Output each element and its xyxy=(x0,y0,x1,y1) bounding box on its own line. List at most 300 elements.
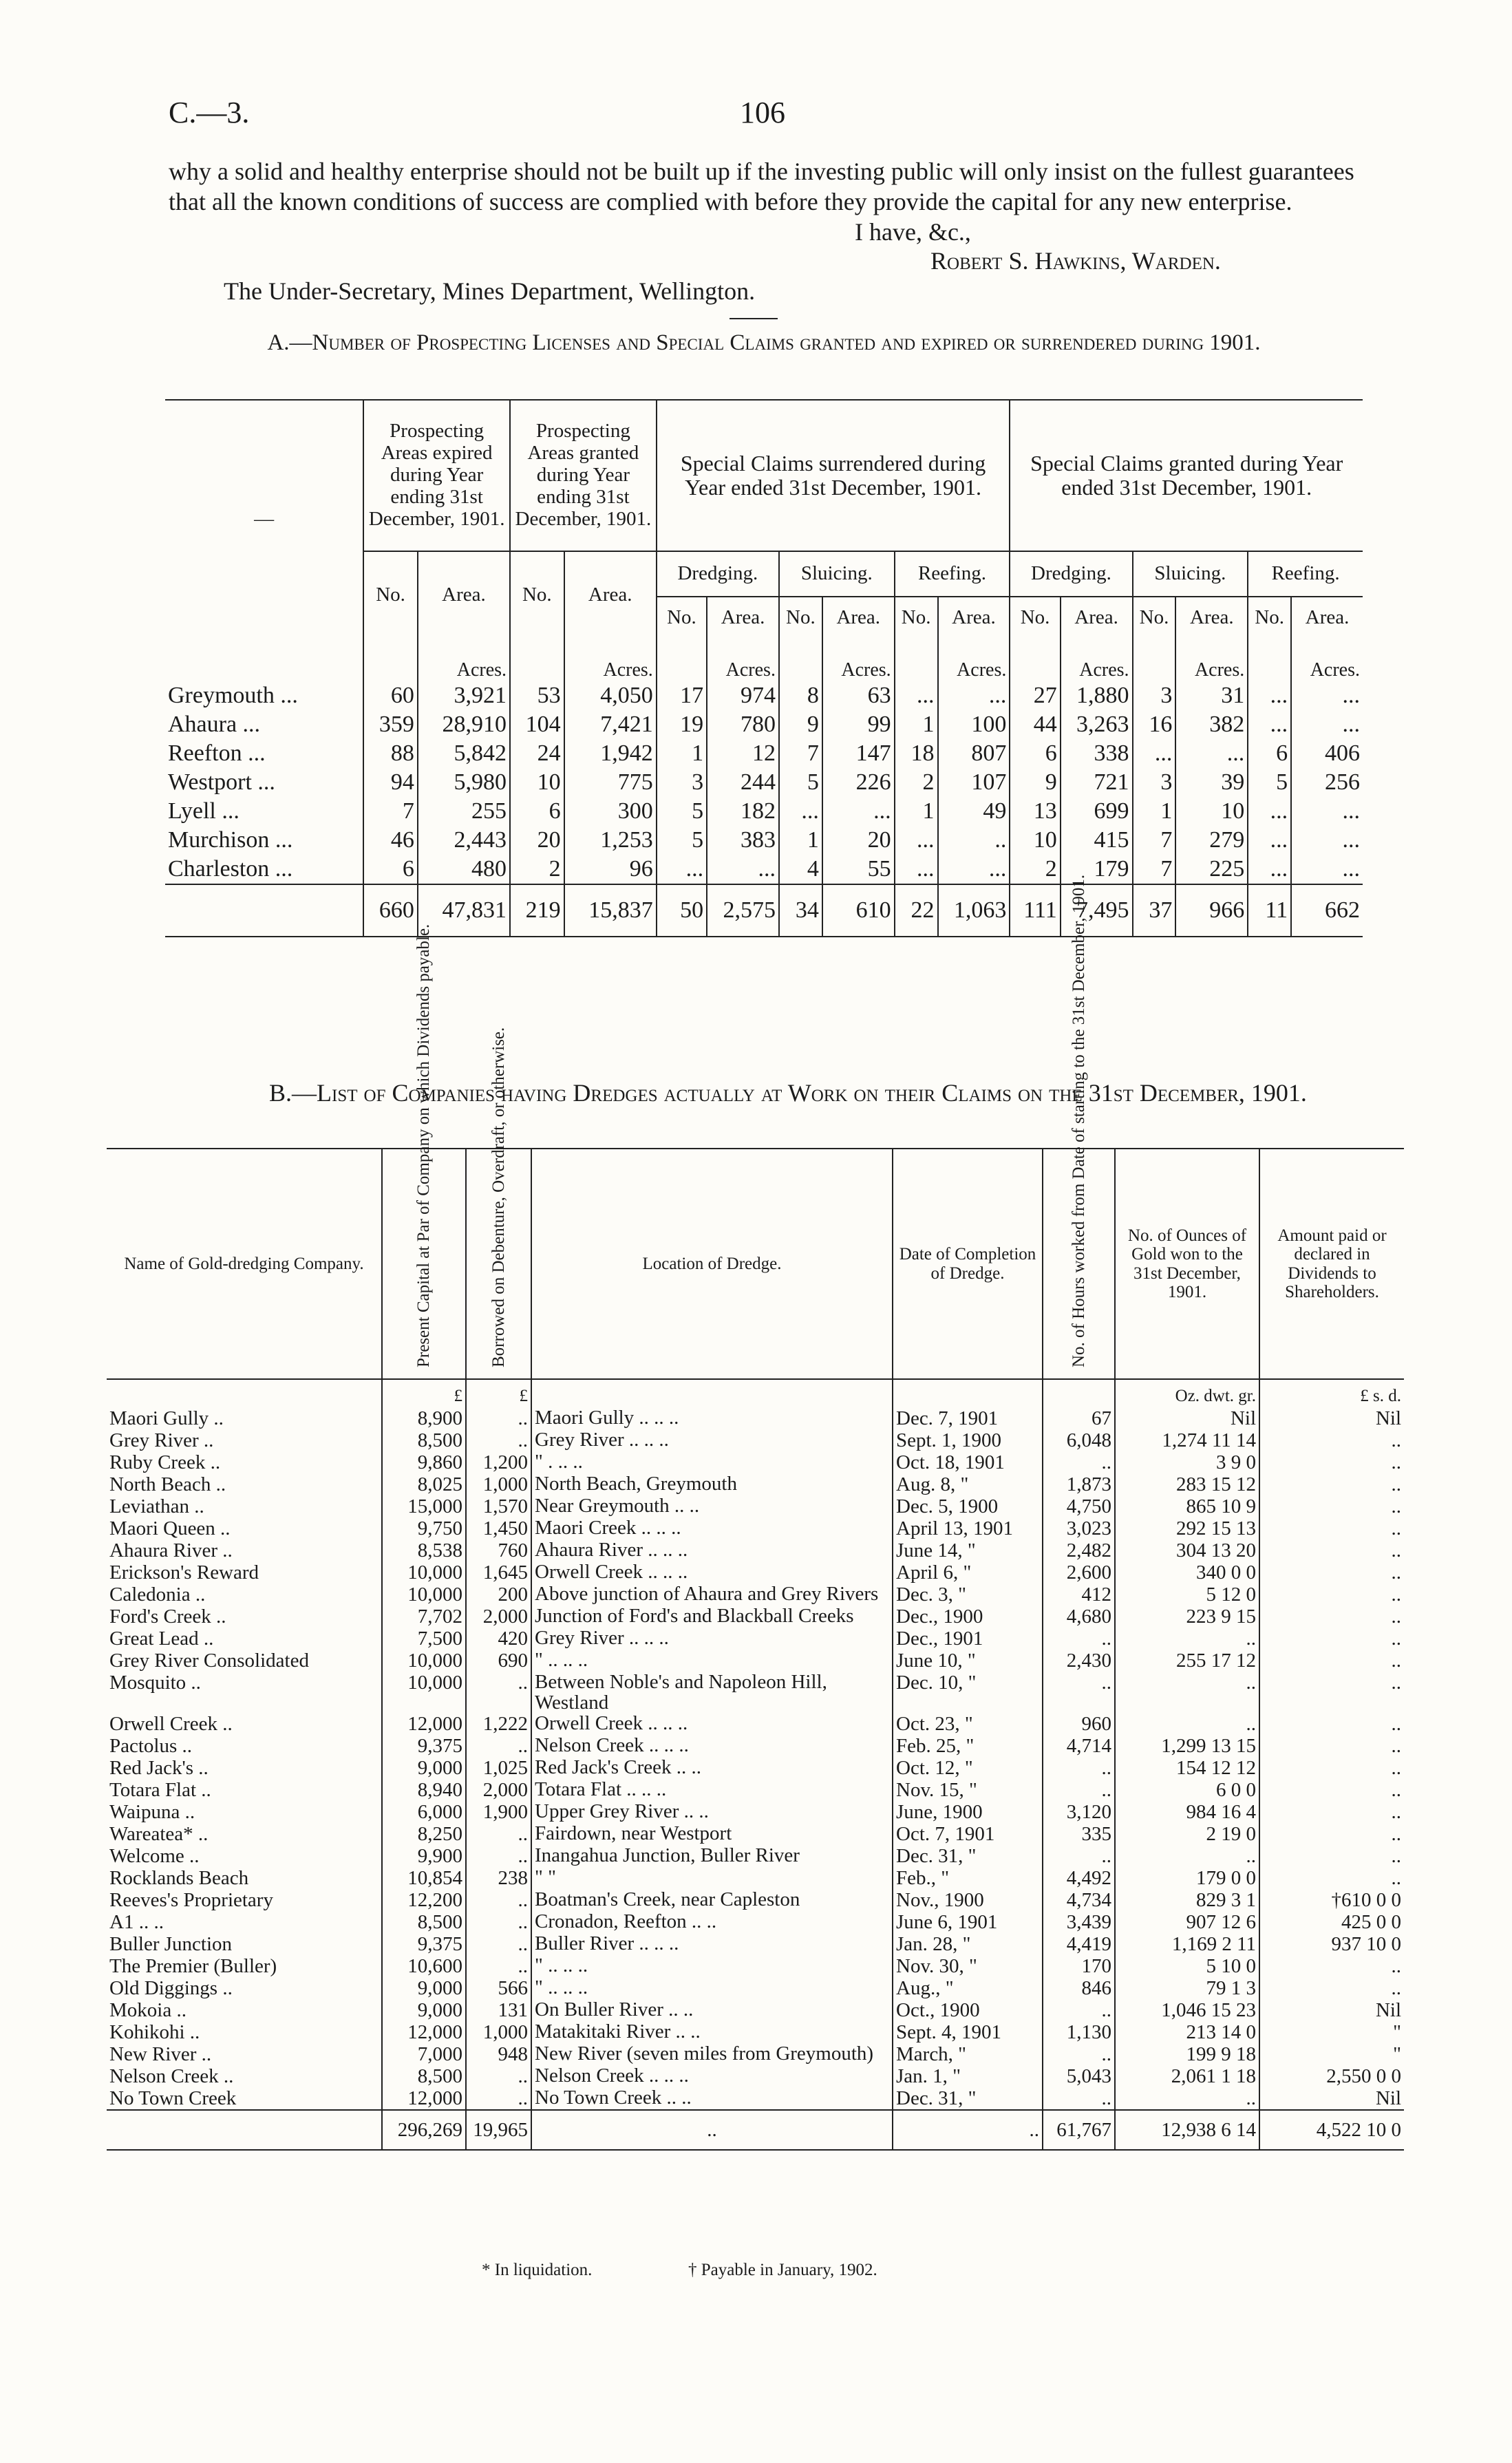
table-cell: 16 xyxy=(1133,710,1176,739)
borrowed-cell: 2,000 xyxy=(466,1779,531,1801)
table-cell: 20 xyxy=(510,826,564,855)
capital-cell: 12,000 xyxy=(382,2021,466,2043)
table-cell: 1 xyxy=(895,710,938,739)
col-no: No. xyxy=(1133,597,1176,639)
date-cell: Aug., " xyxy=(893,1977,1043,1999)
date-cell: Nov. 30, " xyxy=(893,1955,1043,1977)
table-row xyxy=(107,1779,1404,1801)
district-name: Ahaura ... xyxy=(168,712,261,737)
hours-cell: 4,680 xyxy=(1043,1606,1115,1628)
table-cell: 6 xyxy=(510,797,564,826)
table-cell: ... xyxy=(938,855,1010,884)
table-row xyxy=(107,1606,1404,1628)
location-cell: Boatman's Creek, near Capleston xyxy=(531,1889,893,1911)
letter-body: why a solid and healthy enterprise should not be built up if the investing public will only insist on the fullest guarantees that all the known conditions of success are complied with before they provide the capital for any new enterprise. xyxy=(169,158,1354,215)
hours-cell: 1,873 xyxy=(1043,1473,1115,1495)
ounces-cell: 865 10 9 xyxy=(1115,1495,1259,1517)
borrowed-cell: .. xyxy=(466,1889,531,1911)
ounces-cell: .. xyxy=(1115,1672,1259,1713)
date-cell: Feb., " xyxy=(893,1867,1043,1889)
table-cell: 6 xyxy=(1010,739,1060,768)
hours-cell: 3,023 xyxy=(1043,1517,1115,1539)
company-name: Ahaura River .. xyxy=(109,1539,233,1561)
table-cell: 5 xyxy=(779,768,822,797)
hours-cell: 4,419 xyxy=(1043,1933,1115,1955)
capital-cell: 12,200 xyxy=(382,1889,466,1911)
table-cell: 31 xyxy=(1175,681,1248,710)
dividends-cell: .. xyxy=(1259,1867,1404,1889)
borrowed-cell: 1,900 xyxy=(466,1801,531,1823)
dividends-cell: .. xyxy=(1259,1757,1404,1779)
borrowed-cell: .. xyxy=(466,2065,531,2087)
table-cell: 225 xyxy=(1175,855,1248,884)
location-cell: Nelson Creek .. .. .. xyxy=(531,2065,893,2087)
capital-cell: 8,500 xyxy=(382,1911,466,1933)
dividends-cell: .. xyxy=(1259,1672,1404,1713)
capital-cell: 8,940 xyxy=(382,1779,466,1801)
table-row xyxy=(107,1429,1404,1451)
dividends-cell: .. xyxy=(1259,1606,1404,1628)
table-cell: 1,942 xyxy=(564,739,657,768)
dividends-cell: .. xyxy=(1259,1977,1404,1999)
dividends-cell: .. xyxy=(1259,1735,1404,1757)
table-cell: 19 xyxy=(657,710,707,739)
col-hours: No. of Hours worked from Date of starting to the 31st December, 1901. xyxy=(1043,1149,1115,1379)
table-row xyxy=(107,2021,1404,2043)
col-dredging: Dredging. xyxy=(1010,551,1132,597)
date-cell: June, 1900 xyxy=(893,1801,1043,1823)
table-cell: 5,980 xyxy=(418,768,510,797)
table-a xyxy=(165,399,1363,937)
table-cell: ... xyxy=(822,797,895,826)
col-no: No. xyxy=(657,597,707,639)
location-cell: " .. .. .. xyxy=(531,1955,893,1977)
table-cell: 3 xyxy=(1133,768,1176,797)
table-row xyxy=(107,1561,1404,1584)
table-a-corner: — xyxy=(165,400,363,639)
borrowed-cell: .. xyxy=(466,1911,531,1933)
borrowed-cell: 2,000 xyxy=(466,1606,531,1628)
date-cell: Dec. 3, " xyxy=(893,1584,1043,1606)
dividends-cell: " xyxy=(1259,2021,1404,2043)
capital-cell: 9,375 xyxy=(382,1933,466,1955)
ounces-cell: 2 19 0 xyxy=(1115,1823,1259,1845)
capital-cell: 9,000 xyxy=(382,1977,466,1999)
table-row xyxy=(107,1628,1404,1650)
district-name: Greymouth ... xyxy=(168,683,298,708)
location-cell: Maori Creek .. .. .. xyxy=(531,1517,893,1539)
table-cell: 17 xyxy=(657,681,707,710)
table-cell: 5 xyxy=(1248,768,1291,797)
ounces-cell: 292 15 13 xyxy=(1115,1517,1259,1539)
hours-cell: .. xyxy=(1043,1999,1115,2021)
district-name: Lyell ... xyxy=(168,798,239,824)
ounces-cell: .. xyxy=(1115,1628,1259,1650)
table-row xyxy=(165,681,1363,710)
borrowed-cell: 1,645 xyxy=(466,1561,531,1584)
table-cell: 2 xyxy=(1010,855,1060,884)
table-cell: 44 xyxy=(1010,710,1060,739)
borrowed-cell: 1,450 xyxy=(466,1517,531,1539)
table-cell: 8 xyxy=(779,681,822,710)
table-cell: 147 xyxy=(822,739,895,768)
hours-cell: 3,120 xyxy=(1043,1801,1115,1823)
table-cell: ... xyxy=(895,826,938,855)
footnote-liquidation: * In liquidation. xyxy=(482,2261,593,2279)
borrowed-cell: .. xyxy=(466,1429,531,1451)
hours-cell: .. xyxy=(1043,1451,1115,1473)
table-cell: ... xyxy=(1248,797,1291,826)
table-cell: 255 xyxy=(418,797,510,826)
company-name: Maori Queen .. xyxy=(109,1517,231,1539)
hours-cell: .. xyxy=(1043,1757,1115,1779)
location-cell: No Town Creek .. .. xyxy=(531,2087,893,2110)
company-name: Ford's Creek .. xyxy=(109,1606,226,1628)
dividends-cell: .. xyxy=(1259,1823,1404,1845)
table-cell: 244 xyxy=(707,768,779,797)
col-no: No. xyxy=(895,597,938,639)
location-cell: Fairdown, near Westport xyxy=(531,1823,893,1845)
ounces-cell: 223 9 15 xyxy=(1115,1606,1259,1628)
ounces-cell: 1,299 13 15 xyxy=(1115,1735,1259,1757)
col-expired: Prospecting Areas expired during Year ending 31st December, 1901. xyxy=(363,400,510,551)
borrowed-cell: 1,000 xyxy=(466,2021,531,2043)
col-no: No. xyxy=(510,551,564,639)
company-name: Grey River Consolidated xyxy=(109,1650,309,1672)
col-granted: Prospecting Areas granted during Year ending 31st December, 1901. xyxy=(510,400,657,551)
company-name: Old Diggings .. xyxy=(109,1977,233,1999)
date-cell: Dec. 31, " xyxy=(893,1845,1043,1867)
date-cell: Nov. 15, " xyxy=(893,1779,1043,1801)
company-name: Pactolus .. xyxy=(109,1735,193,1757)
hours-cell: 3,439 xyxy=(1043,1911,1115,1933)
capital-cell: 9,900 xyxy=(382,1845,466,1867)
borrowed-cell: 1,570 xyxy=(466,1495,531,1517)
borrowed-cell: 948 xyxy=(466,2043,531,2065)
table-cell: 46 xyxy=(363,826,418,855)
table-cell: ... xyxy=(1248,855,1291,884)
ounces-cell: 213 14 0 xyxy=(1115,2021,1259,2043)
company-name: Orwell Creek .. xyxy=(109,1713,233,1735)
hours-cell: 6,048 xyxy=(1043,1429,1115,1451)
ounces-cell: 2,061 1 18 xyxy=(1115,2065,1259,2087)
ounces-cell: 283 15 12 xyxy=(1115,1473,1259,1495)
document-code: C.—3. xyxy=(169,96,250,129)
table-row xyxy=(107,1517,1404,1539)
dividends-cell: .. xyxy=(1259,1779,1404,1801)
table-cell: 10 xyxy=(510,768,564,797)
units-row: Acres. Acres. Acres. Acres. Acres. Acres. Acres. Acres. xyxy=(165,639,1363,681)
table-cell: 415 xyxy=(1061,826,1133,855)
hours-cell: 1,130 xyxy=(1043,2021,1115,2043)
table-cell: 53 xyxy=(510,681,564,710)
company-name: New River .. xyxy=(109,2043,212,2065)
table-cell: 1 xyxy=(657,739,707,768)
borrowed-cell: 131 xyxy=(466,1999,531,2021)
ounces-cell: Nil xyxy=(1115,1407,1259,1429)
table-row xyxy=(107,1823,1404,1845)
table-cell: ... xyxy=(1248,710,1291,739)
hours-cell: 2,600 xyxy=(1043,1561,1115,1584)
dividends-cell: Nil xyxy=(1259,2087,1404,2110)
table-cell: 107 xyxy=(938,768,1010,797)
table-cell: 780 xyxy=(707,710,779,739)
capital-cell: 10,000 xyxy=(382,1561,466,1584)
col-area: Area. xyxy=(1175,597,1248,639)
ounces-cell: 79 1 3 xyxy=(1115,1977,1259,1999)
date-cell: Sept. 1, 1900 xyxy=(893,1429,1043,1451)
capital-cell: 7,000 xyxy=(382,2043,466,2065)
table-cell: 9 xyxy=(1010,768,1060,797)
ounces-cell: .. xyxy=(1115,2087,1259,2110)
borrowed-cell: .. xyxy=(466,1845,531,1867)
capital-cell: 8,500 xyxy=(382,1429,466,1451)
company-name: No Town Creek xyxy=(109,2087,237,2109)
table-cell: 100 xyxy=(938,710,1010,739)
table-cell: 10 xyxy=(1175,797,1248,826)
company-name: Reeves's Proprietary xyxy=(109,1889,273,1911)
company-name: Totara Flat .. xyxy=(109,1779,211,1801)
col-ounces: No. of Ounces of Gold won to the 31st December, 1901. xyxy=(1115,1149,1259,1379)
table-cell: 1 xyxy=(895,797,938,826)
location-cell: Grey River .. .. .. xyxy=(531,1429,893,1451)
table-row xyxy=(107,1495,1404,1517)
col-no: No. xyxy=(363,551,418,639)
ounces-cell: 6 0 0 xyxy=(1115,1779,1259,1801)
col-borrowed: Borrowed on Debenture, Overdraft, or otherwise. xyxy=(466,1149,531,1379)
location-cell: Nelson Creek .. .. .. xyxy=(531,1735,893,1757)
location-cell: " .. .. .. xyxy=(531,1650,893,1672)
col-dredging: Dredging. xyxy=(657,551,779,597)
hours-cell: 335 xyxy=(1043,1823,1115,1845)
table-row xyxy=(107,1473,1404,1495)
hours-cell: 67 xyxy=(1043,1407,1115,1429)
dividends-cell: .. xyxy=(1259,1845,1404,1867)
date-cell: April 13, 1901 xyxy=(893,1517,1043,1539)
table-cell: 12 xyxy=(707,739,779,768)
hours-cell: 2,430 xyxy=(1043,1650,1115,1672)
district-name: Charleston ... xyxy=(168,856,293,882)
company-name: A1 .. .. xyxy=(109,1911,164,1933)
dividends-cell: .. xyxy=(1259,1473,1404,1495)
table-cell: 28,910 xyxy=(418,710,510,739)
table-cell: ... xyxy=(938,681,1010,710)
dividends-cell: .. xyxy=(1259,1801,1404,1823)
table-cell: 3,263 xyxy=(1061,710,1133,739)
ounces-cell: 907 12 6 xyxy=(1115,1911,1259,1933)
col-area: Area. xyxy=(418,551,510,639)
units-row: £ £ Oz. dwt. gr. £ s. d. xyxy=(107,1379,1404,1407)
ounces-cell: 179 0 0 xyxy=(1115,1867,1259,1889)
date-cell: Jan. 1, " xyxy=(893,2065,1043,2087)
table-row xyxy=(165,739,1363,768)
company-name: Erickson's Reward xyxy=(109,1561,259,1584)
table-cell: ... xyxy=(895,681,938,710)
ounces-cell: 1,169 2 11 xyxy=(1115,1933,1259,1955)
table-row xyxy=(107,1650,1404,1672)
hours-cell: 4,750 xyxy=(1043,1495,1115,1517)
ounces-cell: .. xyxy=(1115,1713,1259,1735)
table-cell: 3 xyxy=(1133,681,1176,710)
col-dividends: Amount paid or declared in Dividends to Shareholders. xyxy=(1259,1149,1404,1379)
table-cell: 5 xyxy=(657,826,707,855)
hours-cell: .. xyxy=(1043,1779,1115,1801)
table-cell: 27 xyxy=(1010,681,1060,710)
capital-cell: 8,025 xyxy=(382,1473,466,1495)
table-row xyxy=(165,768,1363,797)
ounces-cell: .. xyxy=(1115,1845,1259,1867)
company-name: Ruby Creek .. xyxy=(109,1451,221,1473)
table-row xyxy=(107,1867,1404,1889)
ounces-cell: 1,274 11 14 xyxy=(1115,1429,1259,1451)
date-cell: Dec. 10, " xyxy=(893,1672,1043,1713)
table-cell: 3,921 xyxy=(418,681,510,710)
table-row xyxy=(107,1713,1404,1735)
dividends-cell: Nil xyxy=(1259,1407,1404,1429)
page-number: 106 xyxy=(740,96,785,129)
table-cell: 359 xyxy=(363,710,418,739)
borrowed-cell: 1,000 xyxy=(466,1473,531,1495)
capital-cell: 6,000 xyxy=(382,1801,466,1823)
table-cell: ... xyxy=(707,855,779,884)
table-row xyxy=(107,1672,1404,1713)
borrowed-cell: 1,025 xyxy=(466,1757,531,1779)
ounces-cell: 255 17 12 xyxy=(1115,1650,1259,1672)
table-cell: 18 xyxy=(895,739,938,768)
ounces-cell: 984 16 4 xyxy=(1115,1801,1259,1823)
dividends-cell: .. xyxy=(1259,1451,1404,1473)
col-company-name: Name of Gold-dredging Company. xyxy=(107,1149,382,1379)
table-cell: ... xyxy=(1291,855,1363,884)
table-row xyxy=(107,1757,1404,1779)
hours-cell: 846 xyxy=(1043,1977,1115,1999)
table-row xyxy=(107,1451,1404,1473)
col-special-granted: Special Claims granted during Year ended 31st December, 1901. xyxy=(1010,400,1363,551)
capital-cell: 8,538 xyxy=(382,1539,466,1561)
ounces-cell: 154 12 12 xyxy=(1115,1757,1259,1779)
dividends-cell: .. xyxy=(1259,1429,1404,1451)
capital-cell: 9,375 xyxy=(382,1735,466,1757)
table-cell: .. xyxy=(938,826,1010,855)
col-area: Area. xyxy=(822,597,895,639)
table-cell: 406 xyxy=(1291,739,1363,768)
table-cell: ... xyxy=(1291,797,1363,826)
col-no: No. xyxy=(1010,597,1060,639)
table-row xyxy=(107,2043,1404,2065)
table-cell: 10 xyxy=(1010,826,1060,855)
table-cell: 279 xyxy=(1175,826,1248,855)
table-cell: 13 xyxy=(1010,797,1060,826)
table-cell: 9 xyxy=(779,710,822,739)
letter-signature: Robert S. Hawkins, Warden. xyxy=(930,247,1221,275)
location-cell: Orwell Creek .. .. .. xyxy=(531,1561,893,1584)
col-sluicing: Sluicing. xyxy=(779,551,895,597)
table-row xyxy=(107,1735,1404,1757)
col-surrendered: Special Claims surrendered during Year ended 31st December, 1901. xyxy=(657,400,1010,551)
table-cell: 1 xyxy=(779,826,822,855)
table-cell: 1,880 xyxy=(1061,681,1133,710)
table-cell: 6 xyxy=(363,855,418,884)
date-cell: Dec. 31, " xyxy=(893,2087,1043,2110)
table-cell: 3 xyxy=(657,768,707,797)
capital-cell: 10,600 xyxy=(382,1955,466,1977)
company-name: Kohikohi .. xyxy=(109,2021,200,2043)
capital-cell: 15,000 xyxy=(382,1495,466,1517)
company-name: Nelson Creek .. xyxy=(109,2065,234,2087)
capital-cell: 9,000 xyxy=(382,1999,466,2021)
table-cell: 49 xyxy=(938,797,1010,826)
table-a-title: A.—Number of Prospecting Licenses and Special Claims granted and expired or surrendered during 1901. xyxy=(267,330,1261,355)
table-row xyxy=(107,2065,1404,2087)
ounces-cell: 199 9 18 xyxy=(1115,2043,1259,2065)
capital-cell: 10,000 xyxy=(382,1672,466,1713)
location-cell: Grey River .. .. .. xyxy=(531,1628,893,1650)
hours-cell: 2,482 xyxy=(1043,1539,1115,1561)
company-name: The Premier (Buller) xyxy=(109,1955,277,1977)
table-cell: 721 xyxy=(1061,768,1133,797)
borrowed-cell: .. xyxy=(466,1735,531,1757)
table-cell: ... xyxy=(1248,681,1291,710)
dividends-cell: .. xyxy=(1259,1584,1404,1606)
table-row xyxy=(107,1407,1404,1429)
table-cell: 55 xyxy=(822,855,895,884)
table-cell: 775 xyxy=(564,768,657,797)
location-cell: Between Noble's and Napoleon Hill, Westland xyxy=(531,1672,893,1713)
capital-cell: 8,900 xyxy=(382,1407,466,1429)
table-cell: 4 xyxy=(779,855,822,884)
col-area: Area. xyxy=(1291,597,1363,639)
table-cell: 7 xyxy=(779,739,822,768)
borrowed-cell: 238 xyxy=(466,1867,531,1889)
borrowed-cell: .. xyxy=(466,1955,531,1977)
dividends-cell: 937 10 0 xyxy=(1259,1933,1404,1955)
location-cell: Above junction of Ahaura and Grey Rivers xyxy=(531,1584,893,1606)
table-cell: 60 xyxy=(363,681,418,710)
date-cell: Dec., 1900 xyxy=(893,1606,1043,1628)
company-name: North Beach .. xyxy=(109,1473,226,1495)
location-cell: Maori Gully .. .. .. xyxy=(531,1407,893,1429)
company-name: Grey River .. xyxy=(109,1429,214,1451)
dividends-cell: .. xyxy=(1259,1517,1404,1539)
table-cell: 480 xyxy=(418,855,510,884)
table-cell: 6 xyxy=(1248,739,1291,768)
company-name: Waipuna .. xyxy=(109,1801,195,1823)
location-cell: Ahaura River .. .. .. xyxy=(531,1539,893,1561)
table-cell: 94 xyxy=(363,768,418,797)
hours-cell: 960 xyxy=(1043,1713,1115,1735)
location-cell: " .. .. .. xyxy=(531,1977,893,1999)
capital-cell: 12,000 xyxy=(382,2087,466,2110)
table-row xyxy=(107,1933,1404,1955)
capital-cell: 9,750 xyxy=(382,1517,466,1539)
borrowed-cell: 200 xyxy=(466,1584,531,1606)
table-cell: 96 xyxy=(564,855,657,884)
capital-cell: 10,854 xyxy=(382,1867,466,1889)
borrowed-cell: .. xyxy=(466,1823,531,1845)
capital-cell: 8,500 xyxy=(382,2065,466,2087)
table-cell: 104 xyxy=(510,710,564,739)
hours-cell: 4,734 xyxy=(1043,1889,1115,1911)
location-cell: Orwell Creek .. .. .. xyxy=(531,1713,893,1735)
ounces-cell: 829 3 1 xyxy=(1115,1889,1259,1911)
table-cell: 7 xyxy=(1133,855,1176,884)
table-row xyxy=(107,1999,1404,2021)
borrowed-cell: .. xyxy=(466,1672,531,1713)
table-row xyxy=(165,826,1363,855)
ounces-cell: 1,046 15 23 xyxy=(1115,1999,1259,2021)
date-cell: June 14, " xyxy=(893,1539,1043,1561)
company-name: Caledonia .. xyxy=(109,1584,206,1606)
